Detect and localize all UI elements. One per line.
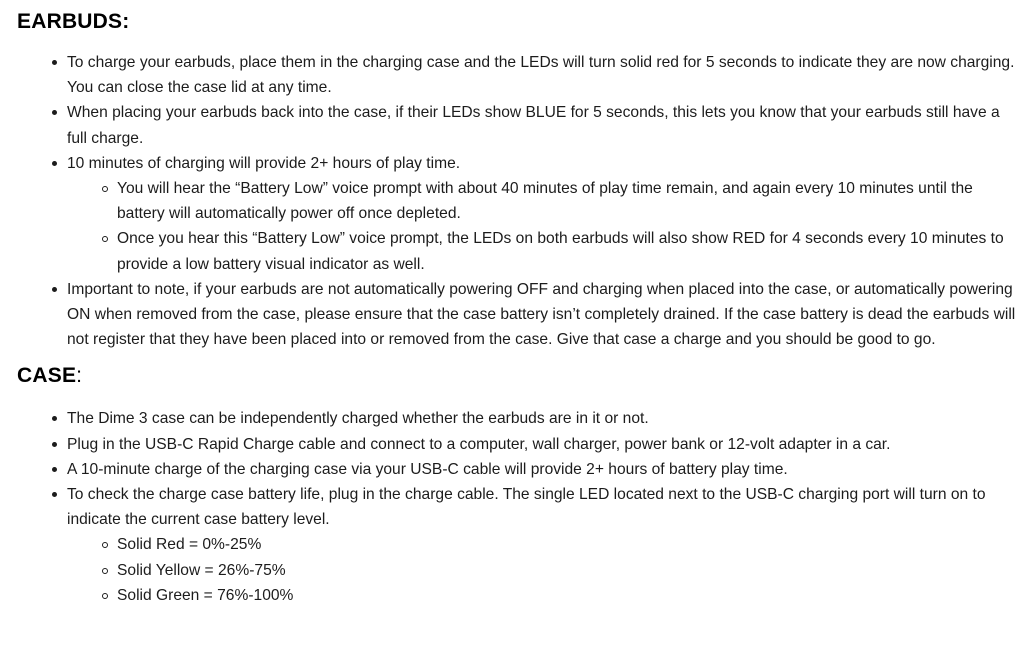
list-item-text: Important to note, if your earbuds are not automatically powering OFF and charging when placed into the case, or automatically powering ON when removed from the case, please ensure that the case battery isn’t completely drained. If the case battery is dead the earbuds will not register that they have been placed into or removed from the case. Give that case a charge and you should be good to go.	[67, 280, 1016, 349]
list-item-text: A 10-minute charge of the charging case via your USB-C cable will provide 2+ hours of battery play time.	[67, 460, 788, 478]
sub-list-item-text: Solid Green = 76%-100%	[117, 586, 294, 604]
list-item	[67, 482, 1017, 608]
list-item	[67, 406, 1017, 431]
earbuds-section-heading: EARBUDS:	[17, 10, 130, 33]
list-item-text: 10 minutes of charging will provide 2+ hours of play time.	[67, 154, 461, 172]
sub-list-item-text: Solid Yellow = 26%-75%	[117, 561, 286, 579]
list-item	[67, 277, 1017, 353]
sub-list-item	[117, 226, 1017, 276]
list-item-text: Plug in the USB-C Rapid Charge cable and connect to a computer, wall charger, power bank or 12-volt adapter in a car.	[67, 435, 891, 453]
case-bullet-list	[67, 406, 1017, 608]
sub-list-item	[117, 532, 1017, 557]
sub-list-item	[117, 176, 1017, 226]
list-item-text: When placing your earbuds back into the case, if their LEDs show BLUE for 5 seconds, this lets you know that your earbuds still have a full charge.	[67, 104, 1000, 147]
sub-list-item-text: Solid Red = 0%-25%	[117, 536, 262, 554]
list-item	[67, 100, 1017, 150]
list-item	[67, 432, 1017, 457]
sub-list-item-text: Once you hear this “Battery Low” voice prompt, the LEDs on both earbuds will also show RED for 4 seconds every 10 minutes to provide a low battery visual indicator as well.	[117, 230, 1004, 273]
list-item	[67, 151, 1017, 277]
list-item-text: To charge your earbuds, place them in the charging case and the LEDs will turn solid red for 5 seconds to indicate they are now charging. You can close the case lid at any time.	[67, 54, 1015, 97]
case-heading-colon: :	[76, 364, 83, 388]
earbuds-sub-list	[117, 176, 1017, 277]
list-item	[67, 457, 1017, 482]
list-item	[67, 50, 1017, 100]
list-item-text: To check the charge case battery life, plug in the charge cable. The single LED located next to the USB-C charging port will turn on to indicate the current case battery level.	[67, 486, 986, 529]
case-heading-text: CASE	[17, 364, 77, 388]
sub-list-item	[117, 583, 1017, 608]
case-section-heading	[17, 362, 1024, 390]
sub-list-item	[117, 558, 1017, 583]
earbuds-bullet-list	[67, 50, 1017, 352]
battery-level-sub-list	[117, 532, 1017, 608]
list-item-text: The Dime 3 case can be independently charged whether the earbuds are in it or not.	[67, 410, 649, 428]
sub-list-item-text: You will hear the “Battery Low” voice prompt with about 40 minutes of play time remain, and again every 10 minutes until the battery will automatically power off once depleted.	[117, 180, 973, 223]
